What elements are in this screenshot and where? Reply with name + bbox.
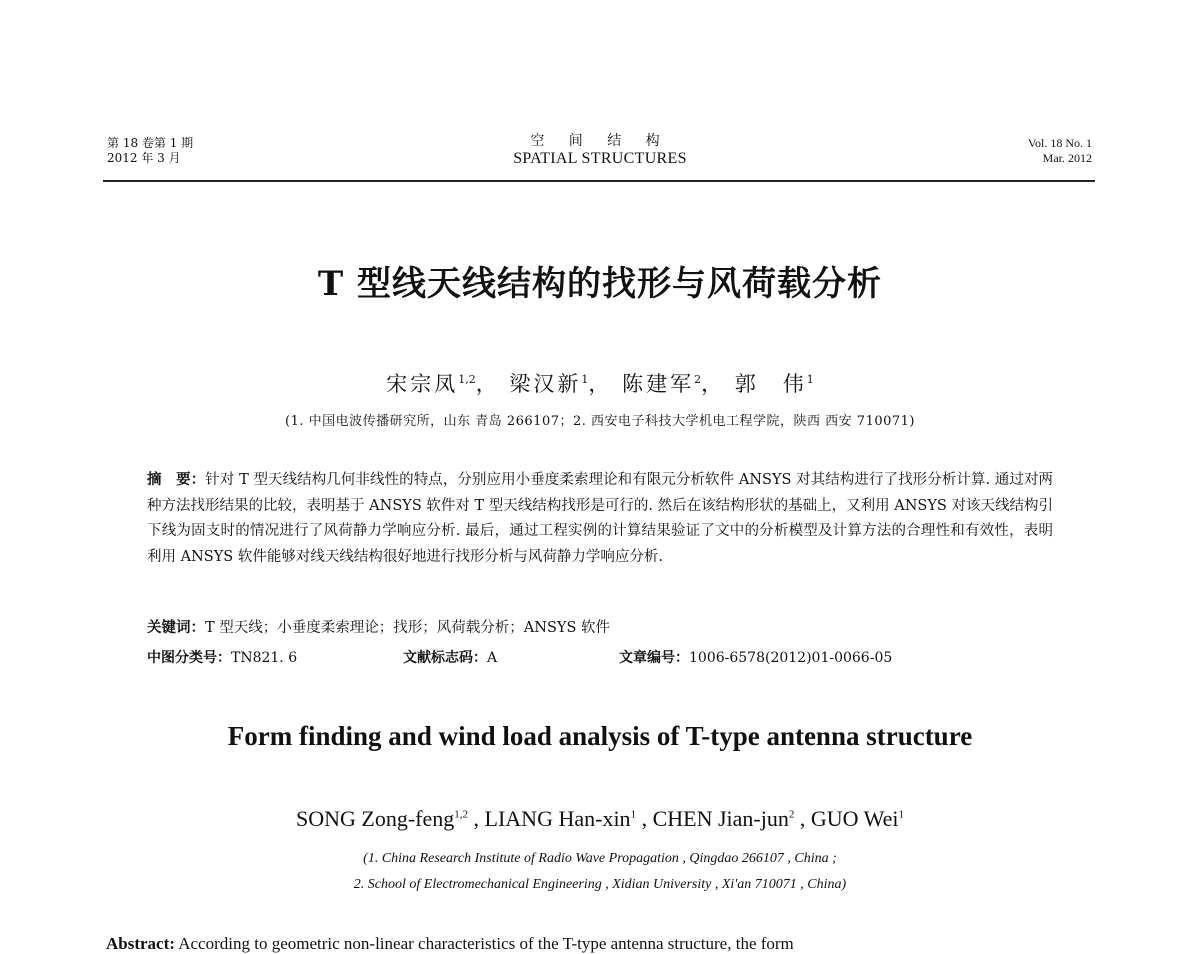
- volume-issue-zh: 第 18 卷第 1 期: [107, 136, 194, 150]
- author-affil-sup: 1,2: [454, 808, 469, 821]
- author-separator: ,: [636, 806, 653, 831]
- author-en: SONG Zong-feng: [296, 806, 455, 831]
- abstract-zh: [147, 468, 1053, 570]
- running-header-center: [400, 132, 800, 168]
- journal-name-zh: 空 间 结 构: [530, 133, 670, 149]
- author-zh: 陈建军: [622, 372, 695, 396]
- paper-title-en: Form finding and wind load analysis of T-type antenna structure: [227, 721, 973, 751]
- affiliation-en-line1: (1. China Research Institute of Radio Wave Propagation , Qingdao 266107 , China ;: [363, 851, 837, 866]
- affiliation-zh: (1. 中国电波传播研究所，山东 青岛 266107；2. 西安电子科技大学机电工程学院，陕西 西安 710071): [285, 414, 915, 429]
- author-list-en: [100, 806, 1100, 832]
- running-header-right: [1028, 136, 1092, 166]
- doc-code-value: A: [487, 650, 498, 666]
- affiliation-en-line2: 2. School of Electromechanical Engineering , Xidian University , Xi'an 710071 , China): [353, 877, 847, 892]
- article-number: [619, 648, 892, 668]
- author-separator: ,: [468, 806, 485, 831]
- document-code: [403, 648, 497, 668]
- date-en: Mar. 2012: [1042, 151, 1092, 165]
- running-header-left: [107, 136, 193, 166]
- doc-code-label: 文献标志码：: [403, 650, 487, 666]
- keywords-text-zh: T 型天线；小垂度柔索理论；找形；风荷载分析；ANSYS 软件: [205, 620, 610, 636]
- keywords-zh: [147, 618, 1053, 638]
- author-affil-sup: 2: [788, 808, 795, 821]
- author-list-zh: [100, 368, 1100, 398]
- author-zh: 宋宗凤: [386, 372, 459, 396]
- abstract-label-en: Abstract:: [106, 934, 175, 953]
- author-affil-sup: 1,2: [458, 373, 476, 386]
- article-no-value: 1006-6578(2012)01-0066-05: [689, 650, 893, 666]
- header-rule: [103, 180, 1095, 182]
- clc-label: 中图分类号：: [147, 650, 231, 666]
- journal-name-en: SPATIAL STRUCTURES: [513, 150, 687, 167]
- author-separator: ，: [701, 372, 726, 396]
- article-no-label: 文章编号：: [619, 650, 689, 666]
- volume-issue-en: Vol. 18 No. 1: [1027, 136, 1092, 150]
- author-affil-sup: 1: [898, 808, 904, 821]
- author-affil-sup: 1: [581, 373, 589, 386]
- abstract-text-zh: 针对 T 型天线结构几何非线性的特点，分别应用小垂度柔索理论和有限元分析软件 ANSYS 对其结构进行了找形分析计算. 通过对两种方法找形结果的比较，表明基于 ANSYS 软件对 T 型天线结构找形是可行的. 然后在该结构形状的基础上，又利用 ANSYS 对该天线结构引下线为固支时的情况进行了风荷静力学响应分析. 最后，通过工程实例的计算结果验证了文中的分析模型及计算方法的合理性和有效性，表明利用 ANSYS 软件能够对线天线结构很好地进行找形分析与风荷静力学响应分析.: [147, 472, 1054, 565]
- author-separator: ，: [475, 372, 500, 396]
- clc-value: TN821. 6: [231, 650, 298, 666]
- author-zh: 梁汉新: [509, 372, 582, 396]
- date-zh: 2012 年 3 月: [107, 151, 181, 165]
- abstract-en: [106, 934, 1092, 954]
- author-separator: ，: [588, 372, 613, 396]
- clc-number: [147, 648, 297, 668]
- abstract-label-zh: 摘 要：: [147, 472, 206, 488]
- author-affil-sup: 1: [630, 808, 637, 821]
- author-en: GUO Wei: [810, 806, 899, 831]
- abstract-text-en: According to geometric non-linear characteristics of the T-type antenna structure, the form: [178, 934, 794, 953]
- keywords-label-zh: 关键词：: [147, 620, 205, 636]
- paper-title-zh: T 型线天线结构的找形与风荷载分析: [317, 264, 883, 304]
- author-en: CHEN Jian-jun: [652, 806, 789, 831]
- author-affil-sup: 2: [694, 373, 702, 386]
- author-separator: ,: [794, 806, 811, 831]
- author-zh: 郭 伟: [734, 372, 807, 396]
- author-en: LIANG Han-xin: [484, 806, 631, 831]
- author-affil-sup: 1: [806, 373, 814, 386]
